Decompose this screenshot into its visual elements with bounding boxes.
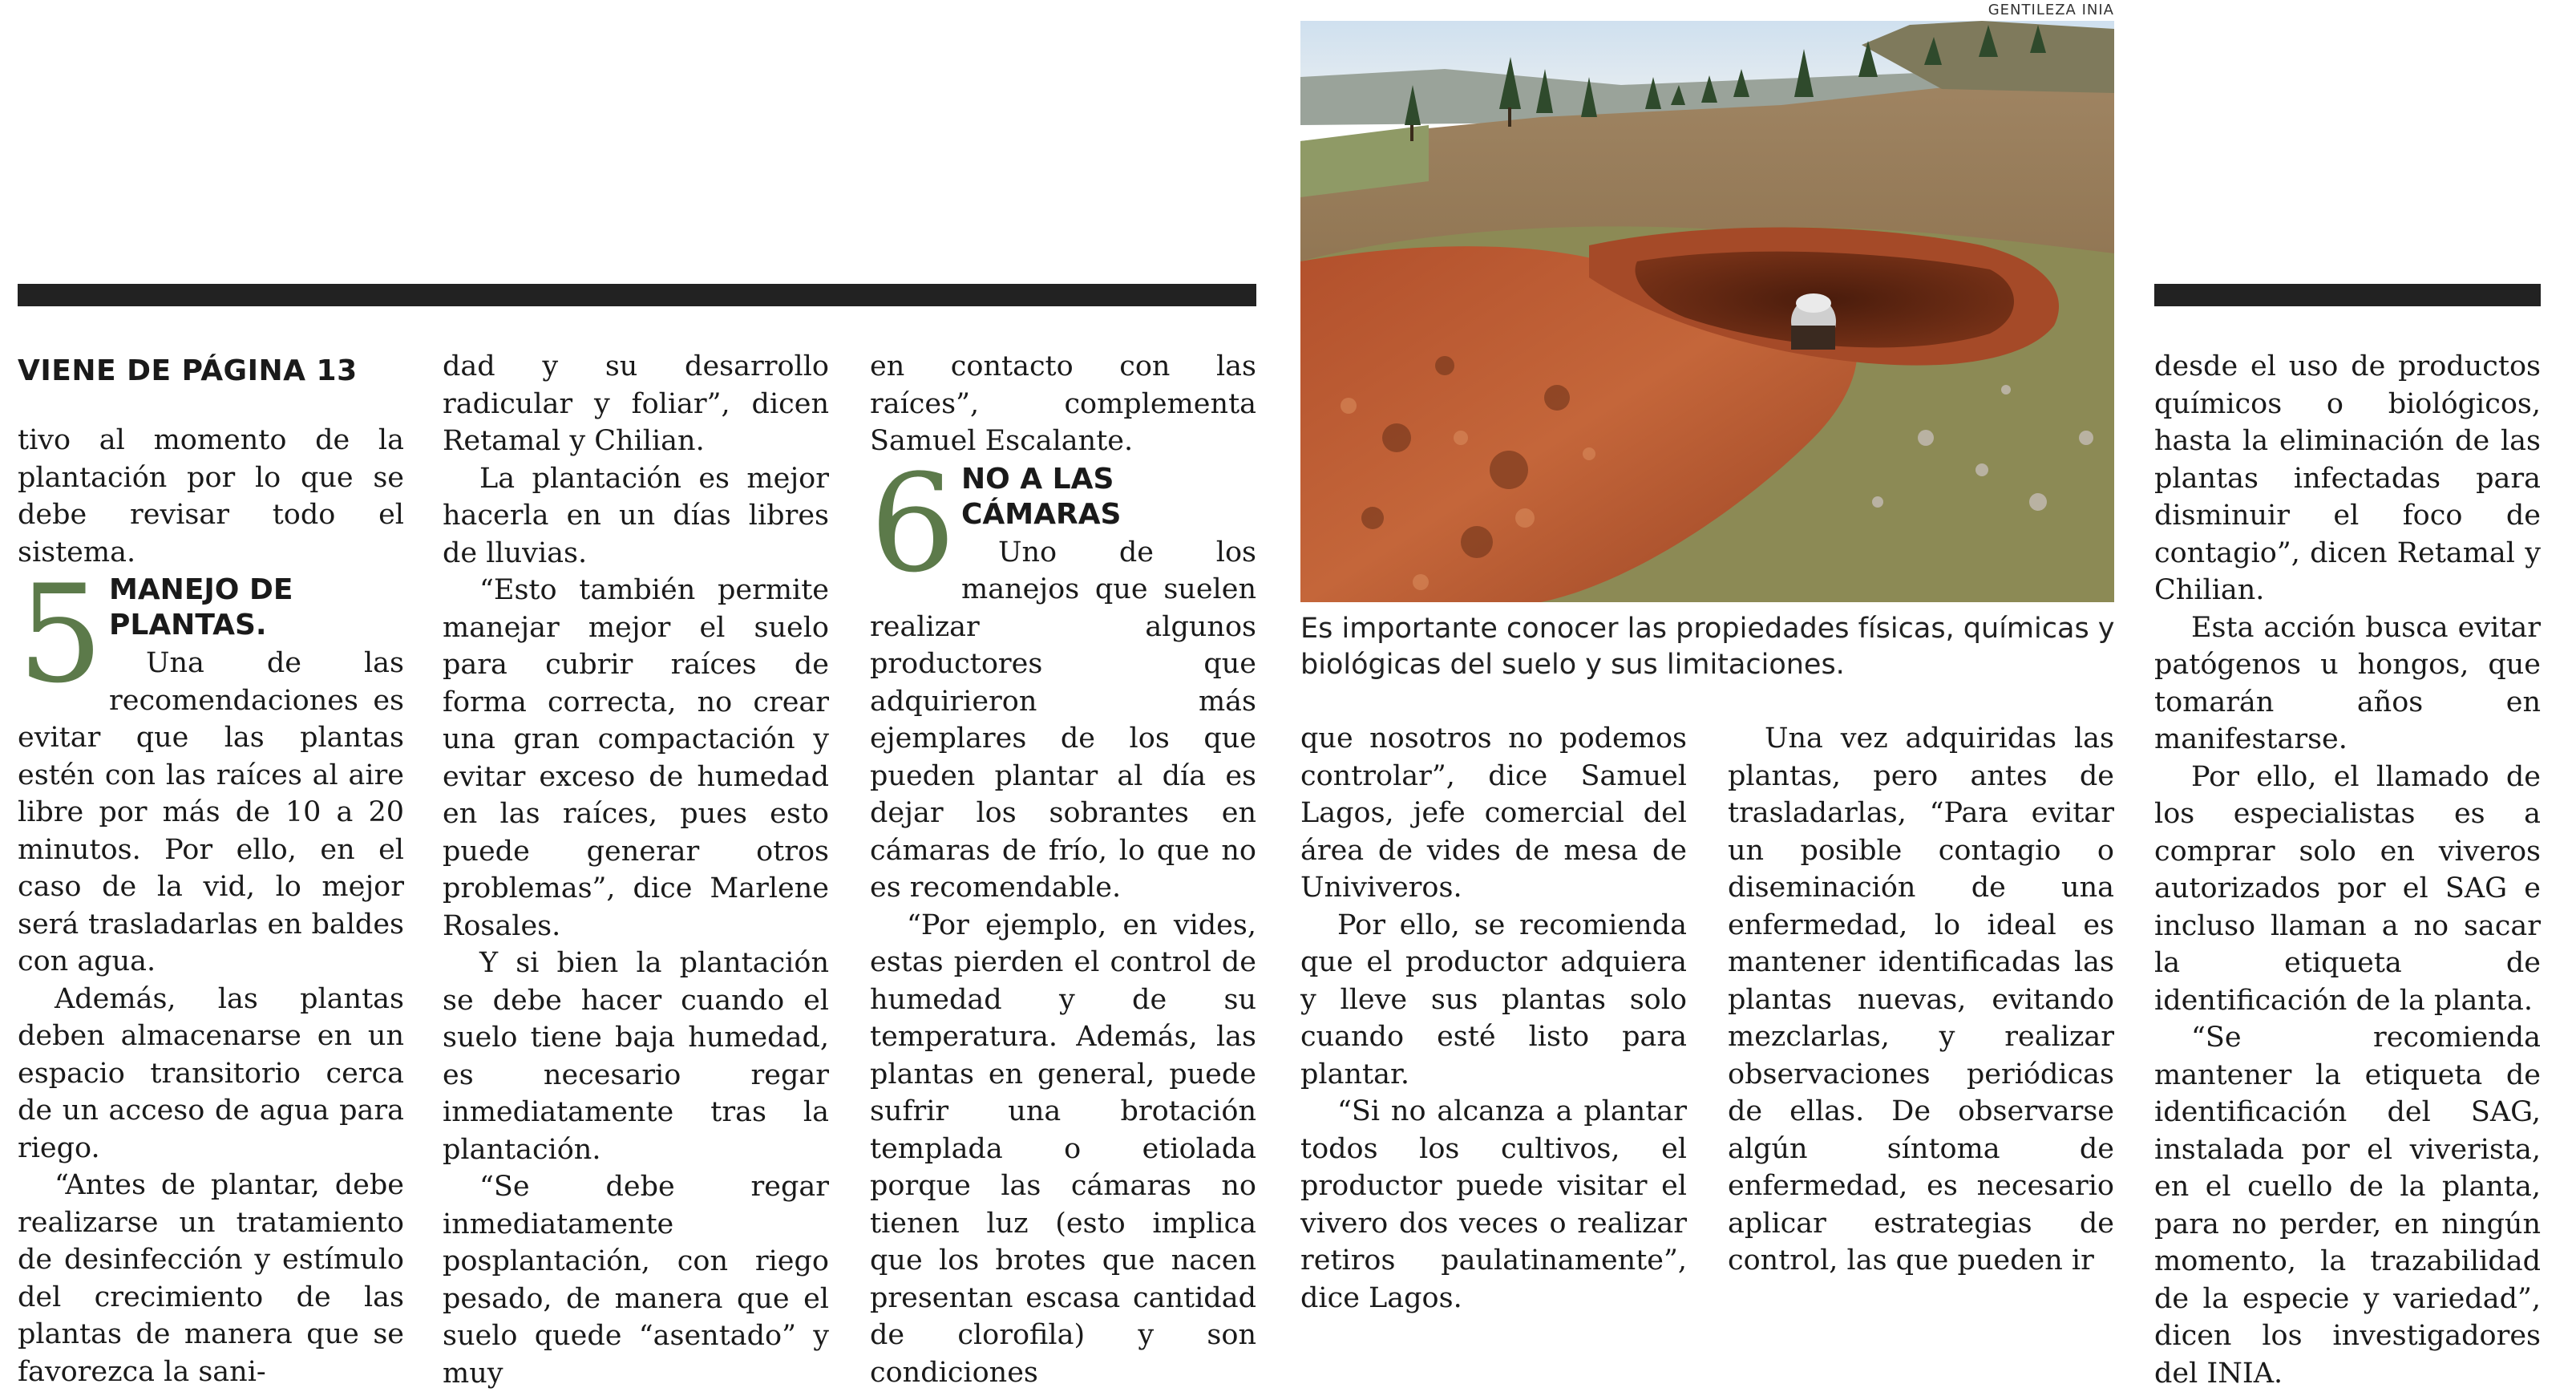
soil-pit-illustration: [1300, 21, 2114, 602]
paragraph: Y si bien la plantación se debe hacer cuando el suelo tiene baja humedad, es necesario regar inmediatamente tras la plantación.: [443, 947, 829, 1166]
paragraph: “Si no alcanza a plantar todos los cultivos, el productor puede visitar el vivero dos veces o realizar retiros paulatinamente”, dice Lagos.: [1300, 1095, 1687, 1314]
paragraph: “Se recomienda mantener la etiqueta de identificación del SAG, instalada por el viverista, en el cuello de la planta, para no perder, en ningún momento, la trazabilidad de la especie y variedad”, dicen los investigadores del INIA.: [2154, 1022, 2541, 1390]
paragraph: desde el uso de productos químicos o biológicos, hasta la eliminación de las plantas infectadas para disminuir el foco de contagio”, dicen Retamal y Chilian.: [2154, 350, 2541, 606]
paragraph: Una vez adquiridas las plantas, pero antes de trasladarlas, “Para evitar un posible contagio o diseminación de una enfermedad, lo ideal es mantener identificadas las plantas nuevas, evitando mezclarlas, y realizar observaciones periódicas de ellas. De observarse algún síntoma de enfermedad, es necesario aplicar estrategias de control, las que pueden ir: [1728, 722, 2114, 1277]
column-5: [1728, 720, 2114, 1280]
article-photo: [1300, 21, 2114, 602]
paragraph: en contacto con las raíces”, complementa Samuel Escalante.: [870, 350, 1256, 457]
top-rule-right: [2154, 284, 2541, 306]
column-4: [1300, 720, 1687, 1317]
column-2: [443, 348, 829, 1392]
section-6: [870, 444, 1256, 907]
paragraph: que nosotros no podemos controlar”, dice Samuel Lagos, jefe comercial del área de vides de mesa de Univiveros.: [1300, 722, 1687, 904]
section-number: 6: [870, 444, 956, 602]
column-6: [2154, 348, 2541, 1392]
paragraph: La plantación es mejor hacerla en un días libres de lluvias.: [443, 462, 829, 569]
section-number: 5: [18, 556, 103, 713]
paragraph: Además, las plantas deben almacenarse en un espacio transitorio cerca de un acceso de agua para riego.: [18, 982, 404, 1164]
column-1: [18, 348, 404, 1390]
section-heading: NO A LAS CÁMARAS: [961, 462, 1122, 531]
paragraph: Por ello, se recomienda que el productor adquiera y lleve sus plantas solo cuando esté listo para plantar.: [1300, 908, 1687, 1091]
paragraph: “Se debe regar inmediatamente posplantación, con riego pesado, de manera que el suelo quede “asentado” y muy: [443, 1171, 829, 1390]
paragraph: Una de las recomendaciones es evitar que las plantas estén con las raíces al aire libre por más de 10 a 20 minutos. Por ello, en el caso de la vid, lo mejor será trasladarlas en baldes con agua.: [18, 647, 404, 977]
section-heading: MANEJO DE PLANTAS.: [109, 573, 293, 641]
paragraph: “Por ejemplo, en vides, estas pierden el control de humedad y de su temperatura. Además, las plantas en general, puede sufrir una brotación templada o etiolada porque las cámaras no tienen luz (esto implica que los brotes que nacen presentan escasa cantidad de clorofila) y son condiciones: [870, 908, 1256, 1389]
photo-caption: Es importante conocer las propiedades físicas, químicas y biológicas del suelo y sus limitaciones.: [1300, 613, 2115, 681]
paragraph: Esta acción busca evitar patógenos u hongos, que tomarán años en manifestarse.: [2154, 611, 2541, 755]
paragraph: “Esto también permite manejar mejor el suelo para cubrir raíces de forma correcta, no crear una gran compactación y evitar exceso de humedad en las raíces, pues esto puede generar otros problemas”, dice Marlene Rosales.: [443, 574, 829, 942]
column-3: [870, 348, 1256, 1391]
paragraph: dad y su desarrollo radicular y foliar”, dicen Retamal y Chilian.: [443, 350, 829, 457]
paragraph: “Antes de plantar, debe realizarse un tratamiento de desinfección y estímulo del crecimiento de las plantas de manera que se favorezca la sani-: [18, 1169, 404, 1388]
photo-credit: GENTILEZA INIA: [1988, 2, 2114, 18]
section-5: [18, 556, 404, 981]
continued-from-kicker: VIENE DE PÁGINA 13: [18, 354, 358, 387]
paragraph: tivo al momento de la plantación por lo que se debe revisar todo el sistema.: [18, 424, 404, 569]
paragraph: Uno de los manejos que suelen realizar algunos productores que adquirieron más ejemplares de los que pueden plantar al día es dejar los sobrantes en cámaras de frío, lo que no es recomendable.: [870, 536, 1256, 904]
top-rule-left: [18, 284, 1256, 306]
paragraph: Por ello, el llamado de los especialistas es a comprar solo en viveros autorizados por el SAG e incluso llaman a no sacar la etiqueta de identificación de la planta.: [2154, 760, 2541, 1017]
